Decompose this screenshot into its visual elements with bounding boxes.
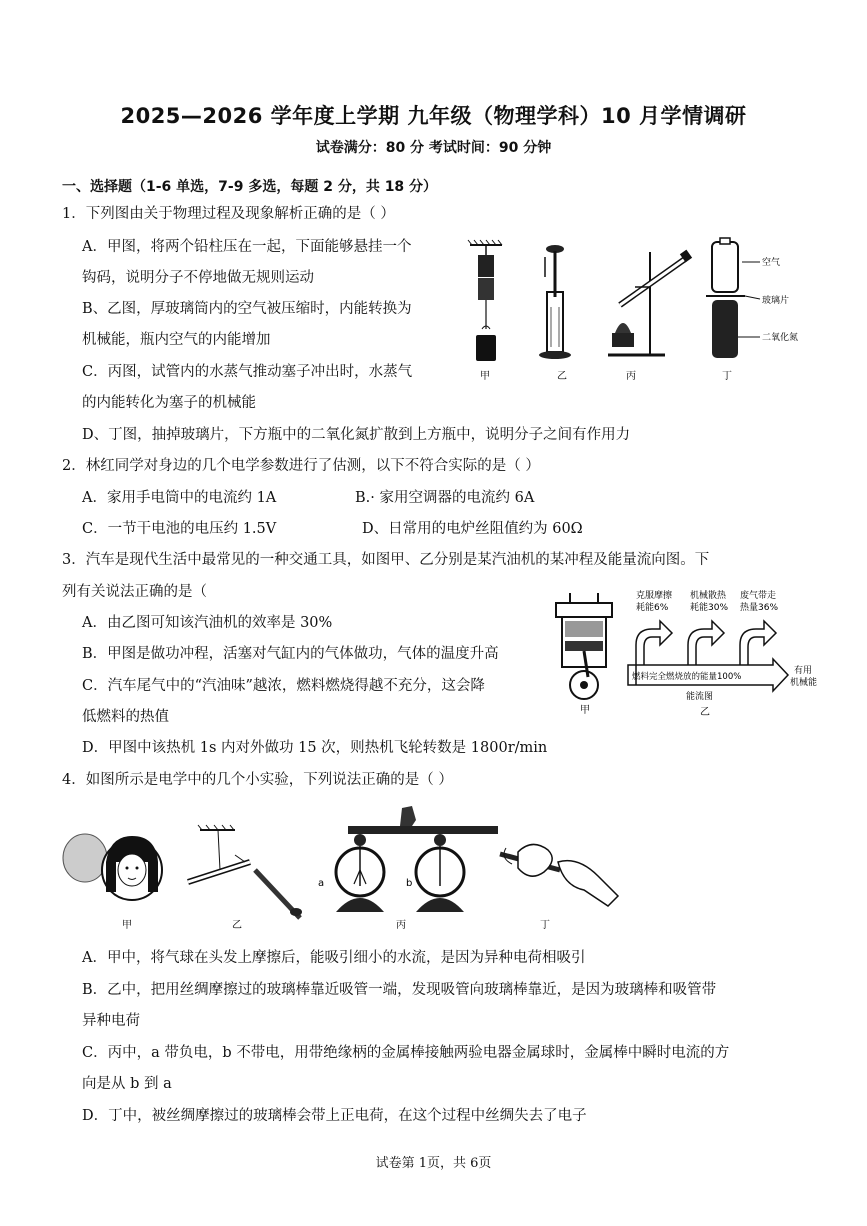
lead-cylinder-figure xyxy=(468,240,502,361)
q4-option-b-line2: 异种电荷 xyxy=(82,1013,140,1029)
q4-option-b-line1: B．乙中，把用丝绸摩擦过的玻璃棒靠近吸管一端，发现吸管向玻璃棒靠近，是因为玻璃棒和吸管带 xyxy=(82,982,717,998)
q4-option-c-line2: 向是从 b 到 a xyxy=(82,1076,172,1092)
q3-option-c-line1: C．汽车尾气中的“汽油味”越浓，燃料燃烧得越不充分，这会降 xyxy=(82,678,485,694)
balloon-hair-figure xyxy=(63,834,162,900)
page-subtitle: 试卷满分：80 分 考试时间：90 分钟 xyxy=(315,140,552,156)
q1-option-c-line2: 的内能转化为塞子的机械能 xyxy=(82,395,256,411)
page-title: 2025—2026 学年度上学期 九年级（物理学科）10 月学情调研 xyxy=(120,104,747,128)
fig-label-yi: 乙 xyxy=(557,371,567,382)
glass-cylinder-figure xyxy=(539,245,571,359)
fuel-energy-label: 燃料完全燃烧放的能量100% xyxy=(632,672,742,682)
label-air: 空气 xyxy=(762,258,781,268)
loss-exhaust-2: 热量36% xyxy=(740,603,779,613)
q2-option-d: D、日常用的电炉丝阻值约为 60Ω xyxy=(362,521,583,537)
q4-fig-label-bing: 丙 xyxy=(396,920,406,931)
gas-bottles-figure xyxy=(706,238,798,358)
straw-rod-figure xyxy=(188,825,302,918)
label-no2: 二氧化氮 xyxy=(762,333,799,343)
fig-label-jia: 甲 xyxy=(480,371,490,382)
q3-stem-line2: 列有关说法正确的是（ xyxy=(62,584,207,600)
loss-friction-2: 耗能6% xyxy=(636,603,669,613)
q2-option-c: C．一节干电池的电压约 1.5V xyxy=(82,521,277,537)
diagram-label-yi: 乙 xyxy=(700,707,710,718)
loss-heat-2: 耗能30% xyxy=(690,603,729,613)
loss-exhaust-1: 废气带走 xyxy=(740,591,777,601)
useful-energy-1: 有用 xyxy=(794,666,813,676)
fig-label-bing: 丙 xyxy=(626,371,636,382)
q3-option-d: D．甲图中该热机 1s 内对外做功 15 次，则热机飞轮转数是 1800r/min xyxy=(82,740,548,756)
diagram-caption: 能流图 xyxy=(686,692,714,702)
q1-option-a-line1: A．甲图，将两个铅柱压在一起，下面能够悬挂一个 xyxy=(82,239,412,255)
test-tube-figure xyxy=(608,250,692,355)
engine-label-jia: 甲 xyxy=(580,705,590,716)
q3-option-b: B．甲图是做功冲程，活塞对气缸内的气体做功，气体的温度升高 xyxy=(82,646,499,662)
q3-stem-line1: 3．汽车是现代生活中最常见的一种交通工具，如图甲、乙分别是某汽油机的某冲程及能量流向图。下 xyxy=(62,552,710,568)
q1-option-a-line2: 钩码，说明分子不停地做无规则运动 xyxy=(82,270,314,286)
engine-cylinder-figure xyxy=(556,593,612,716)
q1-option-c-line1: C．丙图，试管内的水蒸气推动塞子冲出时，水蒸气 xyxy=(82,364,413,380)
q4-fig-label-yi: 乙 xyxy=(232,920,242,931)
q4-option-c-line1: C．丙中，a 带负电，b 不带电，用带绝缘柄的金属棒接触两验电器金属球时，金属棒中瞬时电流的方 xyxy=(82,1045,730,1061)
fig-label-ding: 丁 xyxy=(722,371,732,382)
electroscopes-figure xyxy=(318,806,498,912)
q4-option-a: A．甲中，将气球在头发上摩擦后，能吸引细小的水流，是因为异种电荷相吸引 xyxy=(82,950,586,966)
silk-rod-figure xyxy=(500,844,618,906)
loss-heat-1: 机械散热 xyxy=(690,591,727,601)
q4-stem: 4．如图所示是电学中的几个小实验，下列说法正确的是（ ） xyxy=(62,772,453,788)
q2-option-b: B.· 家用空调器的电流约 6A xyxy=(355,490,535,506)
q1-option-b-line2: 机械能，瓶内空气的内能增加 xyxy=(82,332,271,348)
section-heading: 一、选择题（1-6 单选，7-9 多选，每题 2 分，共 18 分） xyxy=(62,179,438,195)
loss-friction-1: 克服摩擦 xyxy=(636,591,673,601)
q2-option-a: A．家用手电筒中的电流约 1A xyxy=(82,490,277,506)
q4-fig-label-jia: 甲 xyxy=(122,920,132,931)
useful-energy-2: 机械能 xyxy=(790,678,818,688)
q4-fig-label-ding: 丁 xyxy=(540,920,550,931)
q3-option-c-line2: 低燃料的热值 xyxy=(82,709,169,725)
q1-stem: 1．下列图由关于物理过程及现象解析正确的是（ ） xyxy=(62,206,395,222)
q1-option-d: D、丁图，抽掉玻璃片，下方瓶中的二氧化氮扩散到上方瓶中，说明分子之间有作用力 xyxy=(82,427,631,443)
energy-flow-diagram xyxy=(628,589,817,718)
label-glass-sheet: 玻璃片 xyxy=(762,296,790,306)
q1-figure xyxy=(460,237,799,387)
q4-option-d: D．丁中，被丝绸摩擦过的玻璃棒会带上正电荷，在这个过程中丝绸失去了电子 xyxy=(82,1108,587,1124)
q3-option-a: A．由乙图可知该汽油机的效率是 30% xyxy=(82,615,333,631)
q2-stem: 2．林红同学对身边的几个电学参数进行了估测，以下不符合实际的是（ ） xyxy=(62,458,540,474)
q3-figure xyxy=(548,585,848,720)
q1-option-b-line1: B、乙图，厚玻璃筒内的空气被压缩时，内能转换为 xyxy=(82,301,412,317)
q4-figure xyxy=(60,800,620,935)
electroscope-label-a: a xyxy=(318,878,325,889)
page-footer: 试卷第 1页，共 6页 xyxy=(375,1156,492,1171)
electroscope-label-b: b xyxy=(406,878,413,889)
